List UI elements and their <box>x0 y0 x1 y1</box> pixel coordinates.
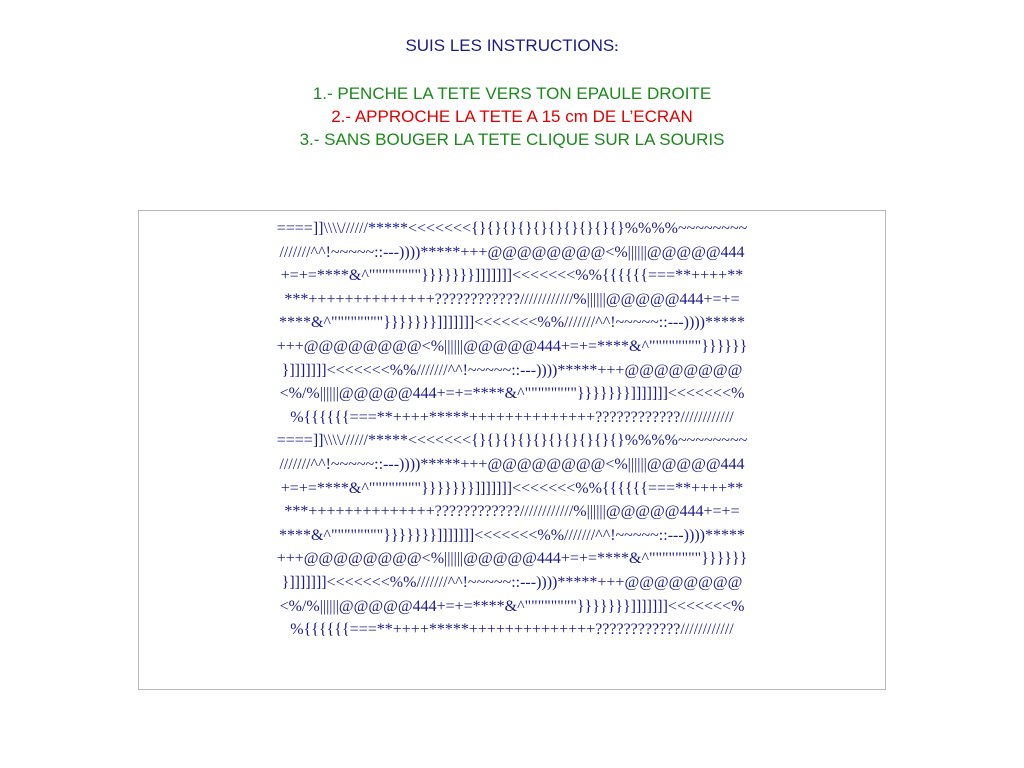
pattern-line: <%/%||||||@@@@@444+=+=****&^""""""""}}}}}}}]]]]]]]<<<<<<<% <box>279 597 745 615</box>
page-title <box>0 35 1024 58</box>
pattern-line: ///////^^!~~~~~::---))))*****+++@@@@@@@@<%||||||@@@@@444 <box>279 243 745 261</box>
pattern-line: <%/%||||||@@@@@444+=+=****&^""""""""}}}}}}}]]]]]]]<<<<<<<% <box>279 385 745 403</box>
instruction-2: 2.- APPROCHE LA TETE A 15 cm DE L’ECRAN <box>331 107 693 126</box>
pattern-line: ****&^""""""""}}}}}}}]]]]]]]<<<<<<<%%///////^^!~~~~~::---))))***** <box>278 314 745 332</box>
pattern-line: ***++++++++++++++????????????////////////%||||||@@@@@444+=+= <box>284 503 740 521</box>
pattern-line: ***++++++++++++++????????????////////////%||||||@@@@@444+=+= <box>284 290 740 308</box>
pattern-line: +=+=****&^""""""""}}}}}}}]]]]]]]<<<<<<<%%{{{{{{===**++++** <box>280 267 744 285</box>
pattern-line: +++@@@@@@@@<%||||||@@@@@444+=+=****&^""""""""}}}}}} <box>276 550 748 568</box>
title-text: SUIS LES INSTRUCTIONS <box>405 36 615 55</box>
instruction-3: 3.- SANS BOUGER LA TETE CLIQUE SUR LA SOURIS <box>299 130 725 149</box>
pattern-line: +=+=****&^""""""""}}}}}}}]]]]]]]<<<<<<<%%{{{{{{===**++++** <box>280 479 744 497</box>
pattern-box[interactable] <box>138 210 886 690</box>
pattern-line: ====]]\\\\//////*****<<<<<<<{}{}{}{}{}{}{}{}{}{}%%%%~~~~~~~~ <box>276 220 748 237</box>
pattern-line: %{{{{{{===**++++*****++++++++++++++????????????//////////// <box>290 408 734 426</box>
pattern-line: }]]]]]]]<<<<<<<%%///////^^!~~~~~::---))))*****+++@@@@@@@@ <box>281 573 743 591</box>
pattern-line: %{{{{{{===**++++*****++++++++++++++????????????//////////// <box>290 621 734 639</box>
pattern-line: }]]]]]]]<<<<<<<%%///////^^!~~~~~::---))))*****+++@@@@@@@@ <box>281 361 743 379</box>
instruction-1: 1.- PENCHE LA TETE VERS TON EPAULE DROITE <box>312 84 712 103</box>
pattern-line: ****&^""""""""}}}}}}}]]]]]]]<<<<<<<%%///////^^!~~~~~::---))))***** <box>278 526 745 544</box>
pattern-line: ====]]\\\\//////*****<<<<<<<{}{}{}{}{}{}{}{}{}{}%%%%~~~~~~~~ <box>276 432 748 450</box>
title-colon: : <box>614 39 619 54</box>
pattern-line: +++@@@@@@@@<%||||||@@@@@444+=+=****&^""""""""}}}}}} <box>276 337 748 355</box>
pattern-line: ///////^^!~~~~~::---))))*****+++@@@@@@@@<%||||||@@@@@444 <box>279 455 745 473</box>
pattern-text-block <box>139 217 885 642</box>
